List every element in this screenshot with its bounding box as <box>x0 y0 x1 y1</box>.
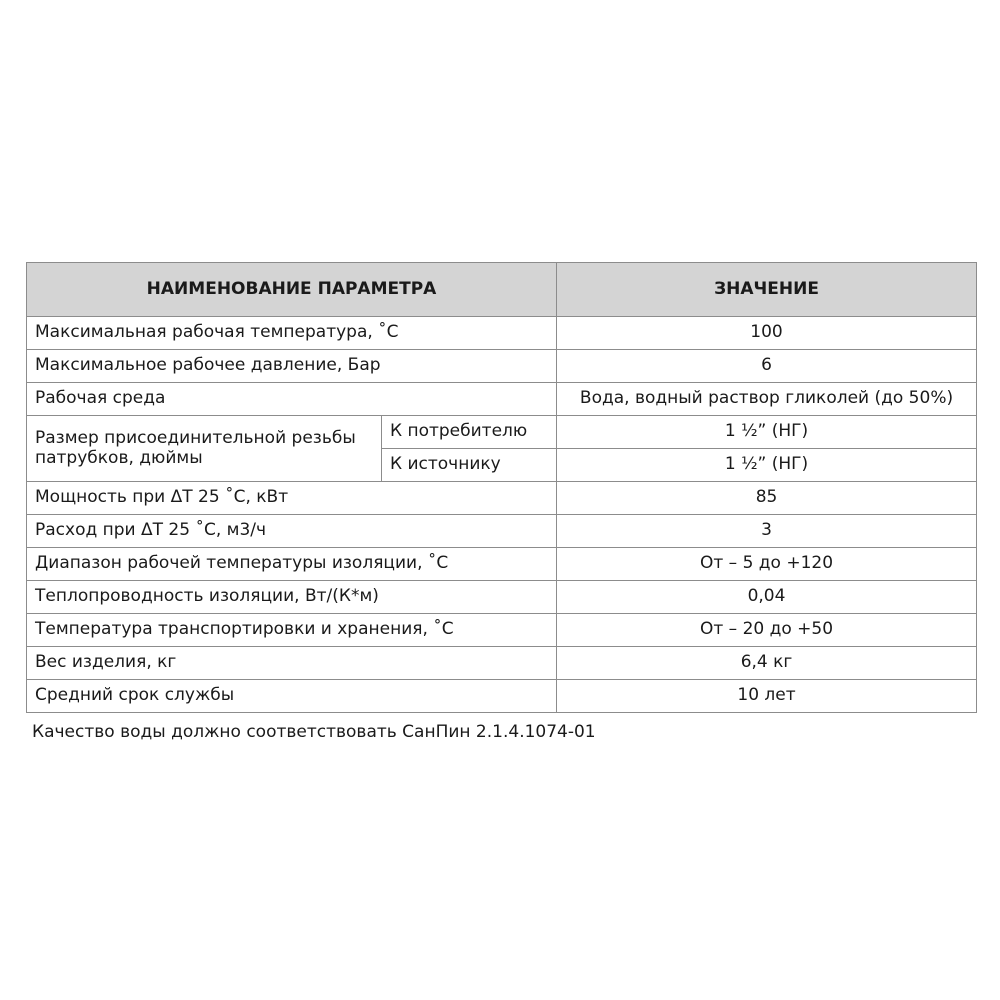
table-row <box>27 548 977 581</box>
row-value: 10 лет <box>557 680 977 713</box>
row-label: Максимальная рабочая температура, ˚C <box>27 317 557 350</box>
row-value: От – 20 до +50 <box>557 614 977 647</box>
row-label: Диапазон рабочей температуры изоляции, ˚C <box>27 548 557 581</box>
sub-row-value: 1 ½” (НГ) <box>557 416 977 449</box>
footnote: Качество воды должно соответствовать СанПин 2.1.4.1074-01 <box>32 722 596 742</box>
sub-row-label: К источнику <box>382 449 557 482</box>
row-value: 6 <box>557 350 977 383</box>
sub-row-label: К потребителю <box>382 416 557 449</box>
table-row <box>27 317 977 350</box>
row-label: Расход при ΔT 25 ˚C, м3/ч <box>27 515 557 548</box>
table-row <box>27 581 977 614</box>
row-value: 100 <box>557 317 977 350</box>
row-value: Вода, водный раствор гликолей (до 50%) <box>557 383 977 416</box>
sub-row-value: 1 ½” (НГ) <box>557 449 977 482</box>
table-row <box>27 680 977 713</box>
row-label: Теплопроводность изоляции, Вт/(К*м) <box>27 581 557 614</box>
row-value: 85 <box>557 482 977 515</box>
table-row <box>27 647 977 680</box>
header-parameter: НАИМЕНОВАНИЕ ПАРАМЕТРА <box>27 263 557 317</box>
table-row <box>27 515 977 548</box>
row-label: Максимальное рабочее давление, Бар <box>27 350 557 383</box>
row-label: Температура транспортировки и хранения, ˚C <box>27 614 557 647</box>
table-row <box>27 416 977 449</box>
table-header-row <box>27 263 977 317</box>
row-label: Средний срок службы <box>27 680 557 713</box>
table-row <box>27 614 977 647</box>
thread-size-label: Размер присоединительной резьбы патрубков, дюймы <box>27 416 382 482</box>
row-label: Рабочая среда <box>27 383 557 416</box>
table-row <box>27 383 977 416</box>
row-label: Мощность при ΔT 25 ˚C, кВт <box>27 482 557 515</box>
header-value: ЗНАЧЕНИЕ <box>557 263 977 317</box>
table-row <box>27 482 977 515</box>
table-row <box>27 350 977 383</box>
row-value: 3 <box>557 515 977 548</box>
row-value: 0,04 <box>557 581 977 614</box>
spec-table <box>26 262 977 713</box>
row-value: От – 5 до +120 <box>557 548 977 581</box>
row-label: Вес изделия, кг <box>27 647 557 680</box>
row-value: 6,4 кг <box>557 647 977 680</box>
